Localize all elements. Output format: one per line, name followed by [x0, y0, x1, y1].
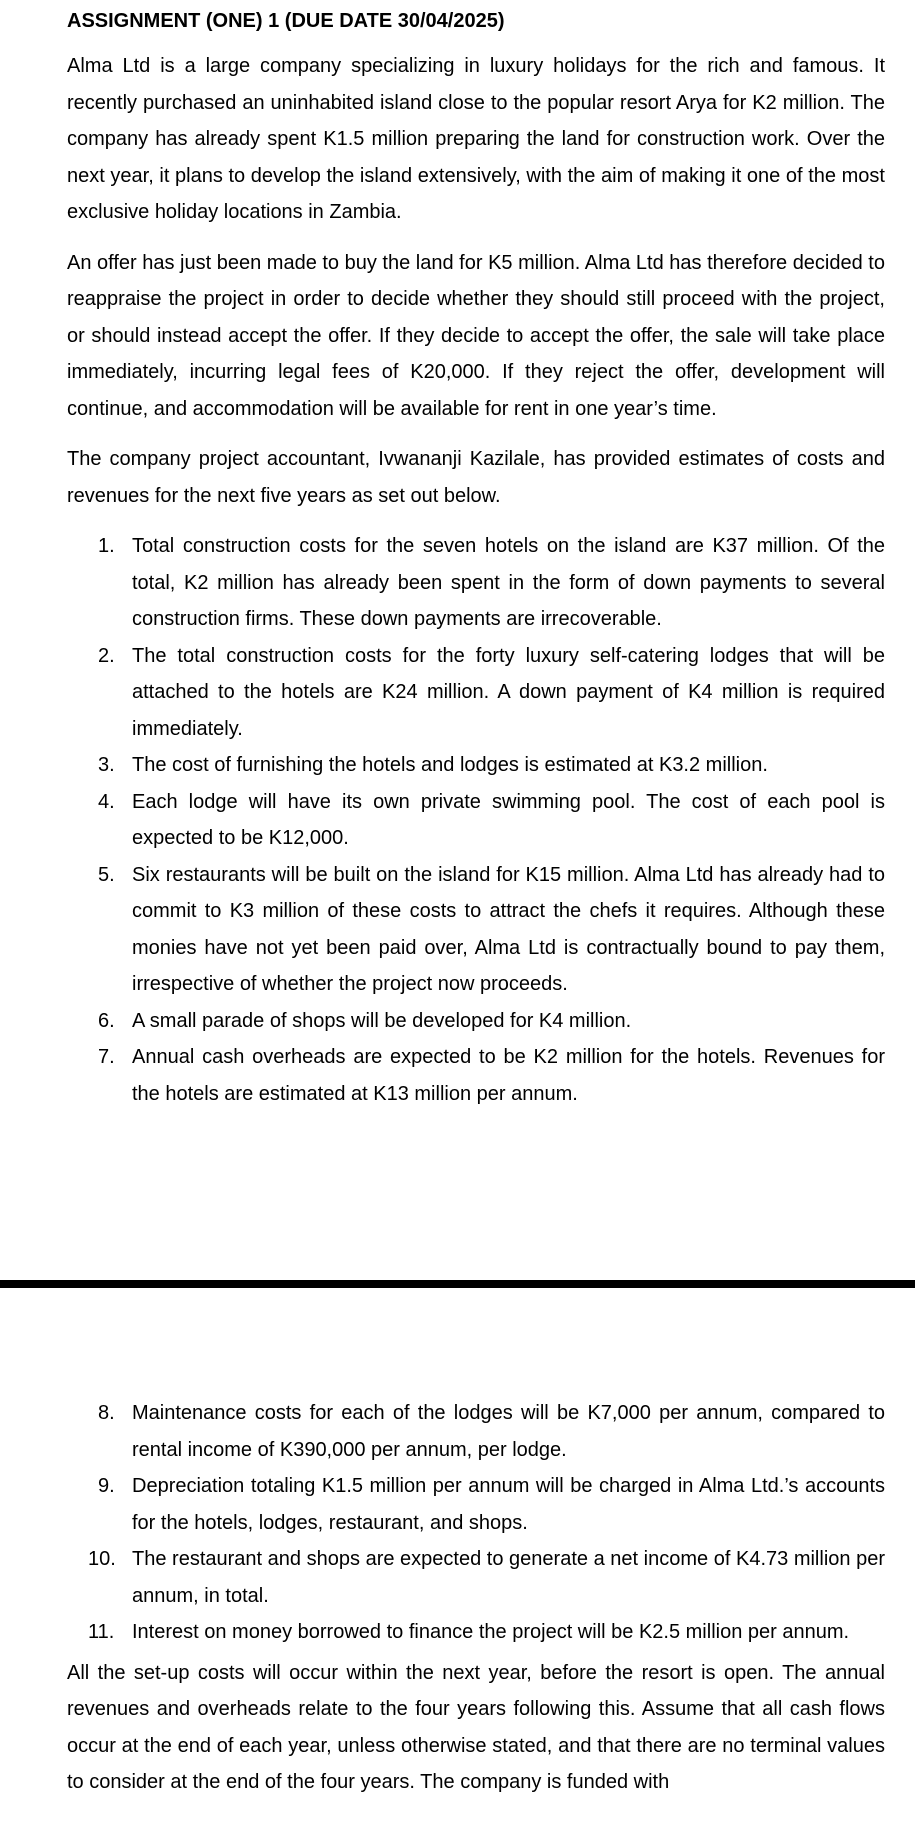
list-number: 2. — [98, 644, 115, 667]
list-text: The restaurant and shops are expected to generate a net income of K4.73 million per annum, in total. — [132, 1548, 885, 1607]
list-text: Depreciation totaling K1.5 million per annum will be charged in Alma Ltd.’s accounts for the hotels, lodges, restaurant, and shops. — [132, 1475, 885, 1534]
cost-list — [67, 528, 885, 1112]
list-item — [67, 1614, 885, 1651]
list-item — [67, 1395, 885, 1468]
page-one — [67, 0, 885, 1112]
list-number: 9. — [98, 1475, 115, 1497]
list-text: Interest on money borrowed to finance the project will be K2.5 million per annum. — [132, 1621, 850, 1643]
list-item — [67, 1468, 885, 1541]
page-two — [67, 1395, 885, 1815]
list-number: 7. — [98, 1046, 115, 1068]
page-divider — [0, 1280, 915, 1288]
list-number: 1. — [98, 535, 115, 557]
list-text: A small parade of shops will be developed for K4 million. — [132, 1009, 632, 1032]
list-number: 4. — [98, 790, 115, 813]
list-item — [67, 1541, 885, 1614]
list-number: 10. — [88, 1548, 116, 1570]
list-text: The total construction costs for the forty luxury self-catering lodges that will be attached to the hotels are K24 million. A down payment of K4 million is required immediately. — [132, 644, 885, 740]
list-item — [67, 747, 885, 784]
cost-list-continued — [67, 1395, 885, 1651]
list-text: Maintenance costs for each of the lodges will be K7,000 per annum, compared to rental income of K390,000 per annum, per lodge. — [132, 1402, 885, 1461]
list-item — [67, 638, 885, 748]
list-item — [67, 1039, 885, 1112]
list-text: Annual cash overheads are expected to be K2 million for the hotels. Revenues for the hotels are estimated at K13 million per annum. — [132, 1046, 885, 1105]
estimates-paragraph: The company project accountant, Ivwananji Kazilale, has provided estimates of costs and revenues for the next five years as set out below. — [67, 448, 885, 507]
list-item — [67, 1003, 885, 1040]
list-text: Each lodge will have its own private swimming pool. The cost of each pool is expected to be K12,000. — [132, 790, 885, 849]
list-item — [67, 528, 885, 638]
assignment-title: ASSIGNMENT (ONE) 1 (DUE DATE 30/04/2025) — [67, 10, 505, 32]
list-item — [67, 784, 885, 857]
list-number: 6. — [98, 1009, 115, 1032]
list-number: 3. — [98, 754, 115, 776]
list-number: 11. — [88, 1621, 115, 1643]
list-text: Total construction costs for the seven hotels on the island are K37 million. Of the total, K2 million has already been spent in the form of down payments to several construction firms. These down payments are irrecoverable. — [132, 535, 885, 630]
list-text: Six restaurants will be built on the island for K15 million. Alma Ltd has already had to commit to K3 million of these costs to attract the chefs it requires. Although these monies have not yet been paid over, Alma Ltd is contractually bound to pay them, irrespective of whether the project now proceeds. — [132, 863, 885, 995]
closing-paragraph: All the set-up costs will occur within the next year, before the resort is open. The annual revenues and overheads relate to the four years following this. Assume that all cash flows occur at the end of each year, unless otherwise stated, and that there are no terminal values to consider at the end of the four years. The company is funded with — [67, 1661, 885, 1793]
offer-paragraph: An offer has just been made to buy the land for K5 million. Alma Ltd has therefore decided to reappraise the project in order to decide whether they should still proceed with the project, or should instead accept the offer. If they decide to accept the offer, the sale will take place immediately, incurring legal fees of K20,000. If they reject the offer, development will continue, and accommodation will be available for rent in one year’s time. — [67, 251, 885, 420]
list-number: 5. — [98, 863, 115, 886]
list-number: 8. — [98, 1402, 115, 1424]
intro-paragraph: Alma Ltd is a large company specializing in luxury holidays for the rich and famous. It recently purchased an uninhabited island close to the popular resort Arya for K2 million. The company has already spent K1.5 million preparing the land for construction work. Over the next year, it plans to develop the island extensively, with the aim of making it one of the most exclusive holiday locations in Zambia. — [67, 55, 885, 223]
list-text: The cost of furnishing the hotels and lodges is estimated at K3.2 million. — [132, 754, 768, 776]
list-item — [67, 857, 885, 1003]
